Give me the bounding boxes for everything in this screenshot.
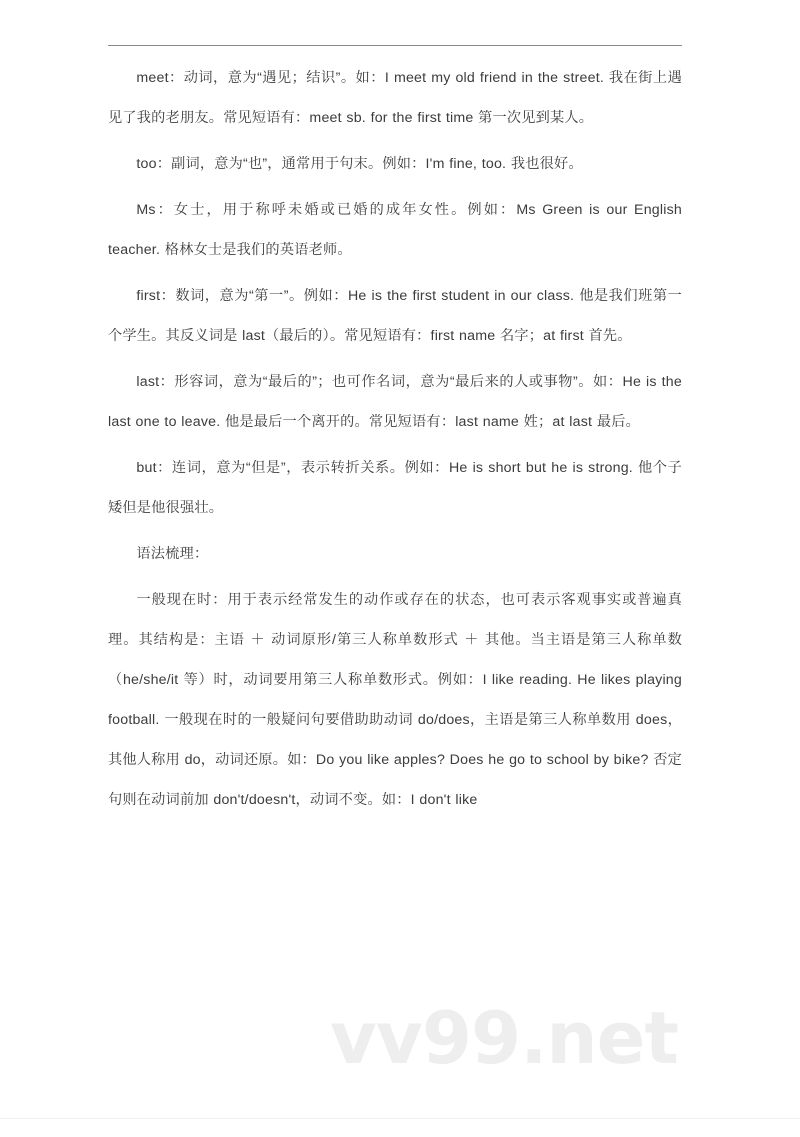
header-divider [108, 45, 682, 46]
page-bottom-edge [0, 1118, 800, 1137]
vocab-entry-but: but：连词，意为“但是”，表示转折关系。例如：He is short but he is strong. 他个子矮但是他很强壮。 [108, 460, 682, 516]
site-watermark: vv99.net [330, 996, 678, 1080]
vocab-entry-ms: Ms：女士，用于称呼未婚或已婚的成年女性。例如：Ms Green is our English teacher. 格林女士是我们的英语老师。 [108, 202, 682, 258]
vocab-entry-meet: meet：动词，意为“遇见；结识”。如：I meet my old friend in the street. 我在街上遇见了我的老朋友。常见短语有：meet sb. for the first time 第一次见到某人。 [108, 70, 682, 126]
vocab-entry-too: too：副词，意为“也”，通常用于句末。例如：I'm fine, too. 我也很好。 [136, 156, 583, 172]
document-body [108, 58, 682, 826]
grammar-paragraph-present-simple: 一般现在时：用于表示经常发生的动作或存在的状态，也可表示客观事实或普遍真理。其结构是：主语 ＋ 动词原形/第三人称单数形式 ＋ 其他。当主语是第三人称单数（he/she/it 等）时，动词要用第三人称单数形式。例如：I like reading. He likes playing football. 一般现在时的一般疑问句要借助助动词 do/does，主语是第三人称单数用 does，其他人称用 do，动词还原。如：Do you like apples? Does he go to school by bike? 否定句则在动词前加 don't/doesn't，动词不变。如：I don't like [108, 592, 682, 808]
vocab-entry-first: first：数词，意为“第一”。例如：He is the first student in our class. 他是我们班第一个学生。其反义词是 last（最后的）。常见短语有：first name 名字；at first 首先。 [108, 288, 682, 344]
vocab-entry-last: last：形容词，意为“最后的”；也可作名词，意为“最后来的人或事物”。如：He is the last one to leave. 他是最后一个离开的。常见短语有：last name 姓；at last 最后。 [108, 374, 682, 430]
grammar-section-heading: 语法梳理： [136, 546, 209, 562]
